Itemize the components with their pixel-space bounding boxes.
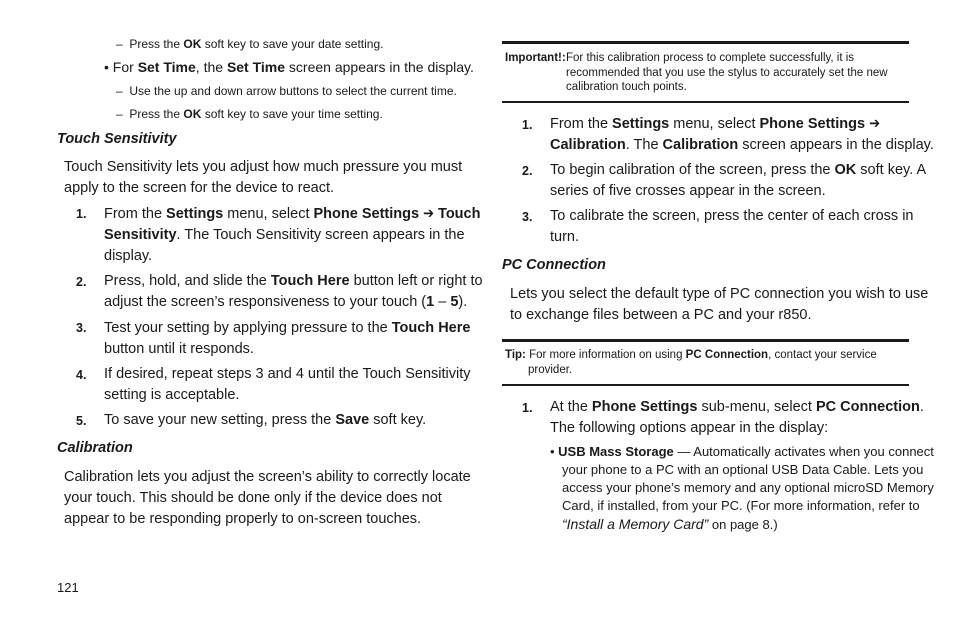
tip-bottom-rule	[502, 384, 909, 386]
step-number: 2.	[522, 164, 533, 178]
touch-step-2: Press, hold, and slide the Touch Here button left or right to adjust the screen’s responsiveness to your touch (1 – 5).	[104, 273, 483, 310]
tip-top-rule	[502, 339, 909, 342]
tip-note: Tip: For more information on using PC Connection, contact your service provider.	[505, 349, 877, 376]
calibration-intro: Calibration lets you adjust the screen’s ability to correctly locate your touch. This should be done only if the device does not appear to be responding properly to on-screen touches.	[64, 469, 471, 527]
heading-pc-connection: PC Connection	[502, 257, 606, 273]
important-note: For this calibration process to complete successfully, it is recommended that you use the stylus to accurately set the new calibration touch points.	[566, 52, 888, 93]
step-number: 3.	[76, 321, 87, 335]
step-number: 3.	[522, 210, 533, 224]
page-number: 121	[57, 580, 79, 595]
important-label: Important!:	[505, 52, 566, 64]
calibration-step-1: From the Settings menu, select Phone Settings ➔ Calibration. The Calibration screen appears in the display.	[550, 116, 934, 153]
link-install-memory-card[interactable]: “Install a Memory Card”	[562, 516, 709, 532]
sub-item-arrow-buttons: – Use the up and down arrow buttons to select the current time.	[116, 84, 457, 98]
touch-step-4: If desired, repeat steps 3 and 4 until the Touch Sensitivity setting is acceptable.	[104, 366, 471, 403]
step-number: 1.	[522, 118, 533, 132]
bullet-dot: •	[104, 59, 113, 75]
touch-step-1: From the Settings menu, select Phone Settings ➔ Touch Sensitivity. The Touch Sensitivity screen appears in the display.	[104, 206, 481, 264]
calibration-step-3: To calibrate the screen, press the center of each cross in turn.	[550, 208, 914, 245]
sub-item-time-ok: – Press the OK soft key to save your time setting.	[116, 107, 383, 121]
pc-connection-intro: Lets you select the default type of PC connection you wish to use to exchange files between a PC and your r850.	[510, 286, 929, 323]
sub-item-date-ok: – Press the OK soft key to save your date setting.	[116, 37, 384, 51]
step-number: 2.	[76, 275, 87, 289]
calibration-step-2: To begin calibration of the screen, press the OK soft key. A series of five crosses appear in the screen.	[550, 162, 927, 199]
touch-step-5: To save your new setting, press the Save soft key.	[104, 412, 427, 428]
pc-connection-step-1: At the Phone Settings sub-menu, select PC Connection. The following options appear in the display:	[550, 399, 924, 436]
bullet-dot: •	[550, 444, 559, 459]
step-number: 4.	[76, 368, 87, 382]
important-top-rule	[502, 41, 909, 44]
bullet-set-time: • For Set Time, the Set Time screen appears in the display.	[104, 59, 474, 75]
touch-intro: Touch Sensitivity lets you adjust how much pressure you must apply to the screen for the device to react.	[64, 159, 463, 196]
touch-step-3: Test your setting by applying pressure to the Touch Here button until it responds.	[104, 320, 471, 357]
heading-calibration: Calibration	[57, 440, 133, 456]
step-number: 1.	[522, 401, 533, 415]
important-bottom-rule	[502, 101, 909, 103]
heading-touch-sensitivity: Touch Sensitivity	[57, 131, 177, 147]
step-number: 1.	[76, 207, 87, 221]
step-number: 5.	[76, 414, 87, 428]
usb-mass-storage-item: • USB Mass Storage — Automatically activates when you connect your phone to a PC with an optional USB Data Cable. Lets you access your phone’s memory and any optional microSD Memory Card, if installed, from your PC. (For more information, refer to “Install a Memory Card” on page 8.)	[550, 444, 934, 532]
